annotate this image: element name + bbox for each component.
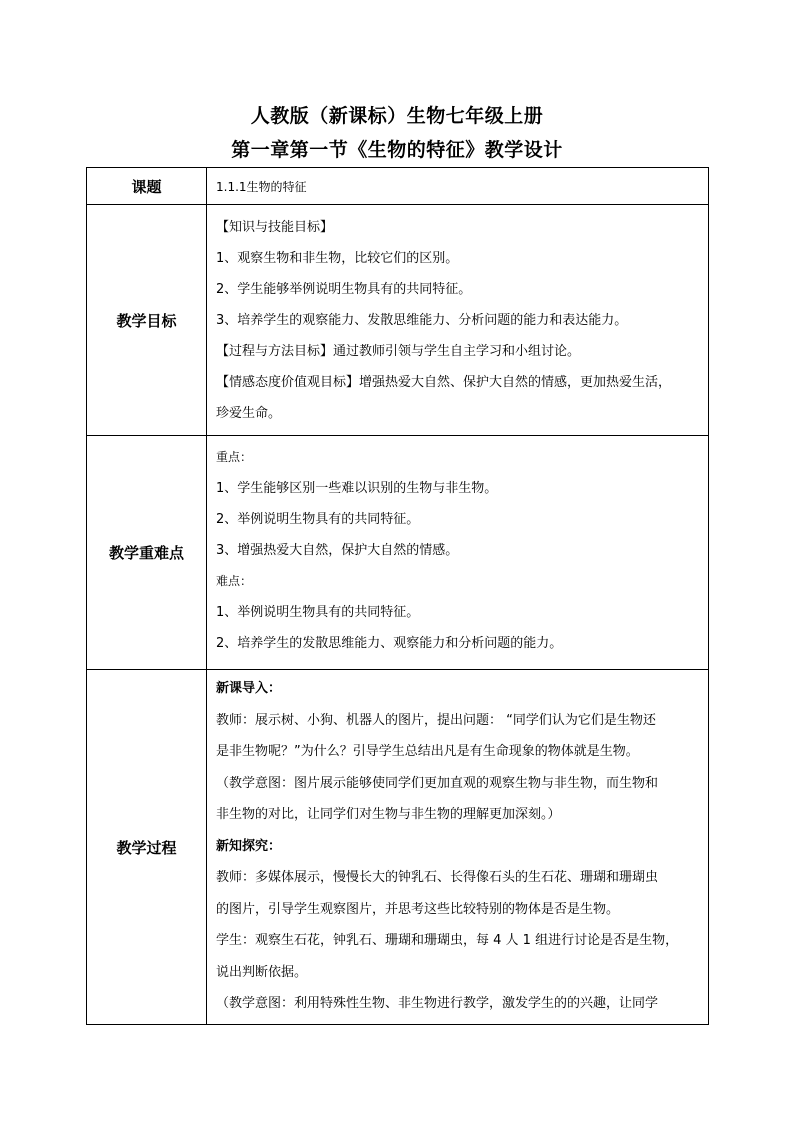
objectives-content <box>207 205 709 436</box>
key-point-line: 1、学生能够区别一些难以识别的生物与非生物。 <box>216 481 498 496</box>
objective-line: 2、学生能够举例说明生物具有的共同特征。 <box>216 282 472 297</box>
key-point-line: 2、举例说明生物具有的共同特征。 <box>216 512 420 527</box>
table-row-topic <box>87 168 709 205</box>
process-line: 是非生物呢？”为什么？引导学生总结出凡是有生命现象的物体就是生物。 <box>216 744 639 759</box>
key-points-content <box>207 436 709 670</box>
process-line: 教师：展示树、小狗、机器人的图片，提出问题： “同学们认为它们是生物还 <box>216 712 656 728</box>
document-title-line1: 人教版（新课标）生物七年级上册 <box>250 105 544 127</box>
key-point-line: 3、增强热爱大自然，保护大自然的情感。 <box>216 543 459 558</box>
process-label: 教学过程 <box>87 670 207 1025</box>
process-line: 的图片，引导学生观察图片，并思考这些比较特别的物体是否是生物。 <box>216 901 620 917</box>
table-row-key-points <box>87 436 709 670</box>
table-row-process <box>87 670 709 1025</box>
topic-content: 1.1.1生物的特征 <box>207 168 709 205</box>
document-title-line2: 第一章第一节《生物的特征》教学设计 <box>231 139 563 161</box>
topic-label: 课题 <box>87 168 207 205</box>
process-heading: 新知探究： <box>216 838 282 854</box>
table-row-objectives <box>87 205 709 436</box>
key-point-line: 1、举例说明生物具有的共同特征。 <box>216 605 420 620</box>
process-heading: 新课导入： <box>216 681 282 696</box>
process-line: 学生：观察生石花，钟乳石、珊瑚和珊瑚虫，每 4 人 1 组进行讨论是否是生物， <box>216 933 679 948</box>
process-line: （教学意图：图片展示能够使同学们更加直观的观察生物与非生物，而生物和 <box>216 775 659 791</box>
objective-line: 【情感态度价值观目标】增强热爱大自然、保护大自然的情感，更加热爱生活， <box>216 375 672 390</box>
lesson-plan-table <box>86 167 709 1025</box>
objective-line: 珍爱生命。 <box>216 406 282 421</box>
key-point-line: 难点： <box>216 574 253 588</box>
objective-line: 3、培养学生的观察能力、发散思维能力、分析问题的能力和表达能力。 <box>216 313 628 328</box>
objective-line: 1、观察生物和非生物，比较它们的区别。 <box>216 251 459 266</box>
objectives-label: 教学目标 <box>87 205 207 436</box>
process-line: 教师：多媒体展示，慢慢长大的钟乳石、长得像石头的生石花、珊瑚和珊瑚虫 <box>216 870 659 885</box>
objective-line: 【知识与技能目标】 <box>216 220 334 235</box>
process-content <box>207 670 709 1025</box>
process-line: 非生物的对比，让同学们对生物与非生物的理解更加深刻。） <box>216 807 561 822</box>
key-points-label: 教学重难点 <box>87 436 207 670</box>
process-line: （教学意图：利用特殊性生物、非生物进行教学，激发学生的的兴趣，让同学 <box>216 996 659 1011</box>
key-point-line: 2、培养学生的发散思维能力、观察能力和分析问题的能力。 <box>216 636 563 651</box>
process-line: 说出判断依据。 <box>216 964 308 980</box>
objective-line: 【过程与方法目标】通过教师引领与学生自主学习和小组讨论。 <box>216 344 581 359</box>
key-point-line: 重点： <box>216 450 253 464</box>
